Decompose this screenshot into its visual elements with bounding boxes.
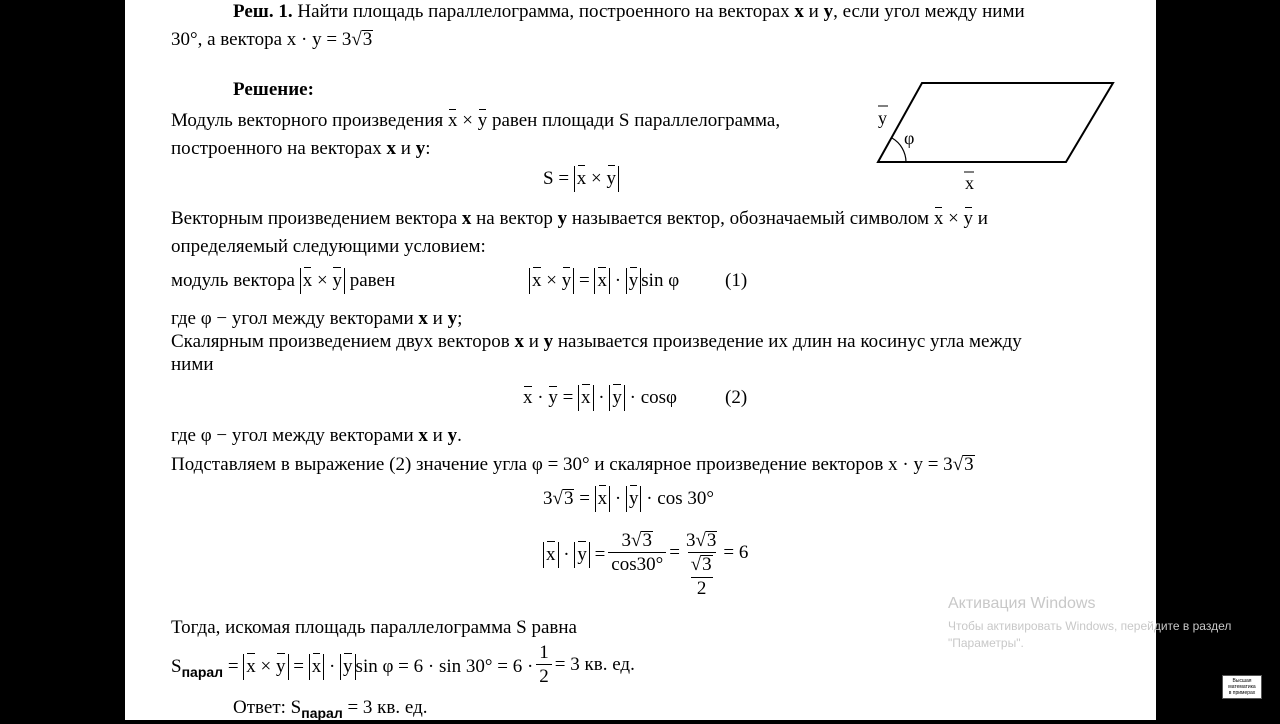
abs-cross bbox=[243, 654, 288, 680]
para2-text2: на вектор bbox=[471, 208, 558, 229]
answer-label: Ответ: bbox=[233, 697, 291, 718]
solution-heading: Решение: bbox=[233, 79, 314, 100]
windows-activation-line2: "Параметры". bbox=[948, 636, 1024, 650]
vec-y: y bbox=[629, 268, 639, 294]
cross-symbol: × bbox=[312, 270, 333, 291]
para1-line1 bbox=[171, 110, 780, 132]
para3-line2: ними bbox=[171, 354, 214, 375]
para2-text: Векторным произведением вектора bbox=[171, 208, 462, 229]
inner-denominator: 2 bbox=[696, 578, 707, 599]
equals: = bbox=[223, 656, 244, 677]
equation-number-1: (1) bbox=[725, 270, 748, 291]
cross-symbol: × bbox=[541, 270, 562, 291]
sqrt-value: 3 bbox=[706, 530, 717, 551]
para3-text2: называется произведение их длин на косинус угла между bbox=[553, 331, 1022, 352]
conj: и bbox=[396, 138, 416, 159]
vec-y: y bbox=[963, 208, 974, 229]
para2-line2: определяемый следующими условием: bbox=[171, 236, 486, 257]
then-line: Тогда, искомая площадь параллелограмма S равна bbox=[171, 617, 577, 638]
problem-line2-text: 30°, а вектора x · y = 3 bbox=[171, 29, 352, 50]
vec-y: y bbox=[562, 268, 572, 294]
problem-line-1 bbox=[233, 1, 1025, 23]
vec-y: y bbox=[607, 166, 617, 192]
conj: и bbox=[427, 425, 448, 446]
modulus-line bbox=[171, 268, 395, 294]
dot: · bbox=[593, 387, 610, 408]
vec-y: y bbox=[612, 385, 622, 411]
formula-S bbox=[543, 166, 619, 192]
half-numerator: 1 bbox=[539, 642, 549, 663]
para1-text: Модуль векторного произведения bbox=[171, 110, 448, 131]
equals: = bbox=[589, 544, 606, 565]
fraction-1 bbox=[608, 530, 666, 577]
vector-x: x bbox=[461, 208, 472, 229]
para1-line2-text: построенного на векторах bbox=[171, 138, 387, 159]
vector-x: x bbox=[514, 331, 524, 352]
modulus-label-end: равен bbox=[344, 270, 396, 291]
calc-left: 3 bbox=[543, 488, 553, 509]
abs-x bbox=[309, 654, 325, 680]
vector-y: y bbox=[447, 425, 458, 446]
conj: и bbox=[427, 308, 448, 329]
vec-y: y bbox=[577, 542, 587, 568]
sqrt-value: 3 bbox=[702, 554, 712, 575]
vector-y: y bbox=[557, 208, 568, 229]
colon: : bbox=[425, 138, 431, 159]
formula-S-left: S = bbox=[543, 168, 574, 189]
equation-number-2: (2) bbox=[725, 387, 748, 408]
sqrt-value: 3 bbox=[964, 454, 974, 475]
logo-line3: в примерах bbox=[1228, 690, 1256, 696]
vec-x: x bbox=[597, 268, 607, 294]
dot: · bbox=[558, 544, 575, 565]
problem-line-2: 30°, а вектора x · y = 3√3 bbox=[171, 29, 373, 50]
calc-line-2 bbox=[543, 530, 748, 600]
coef: 3 bbox=[621, 530, 632, 551]
parallelogram-diagram bbox=[870, 76, 1120, 196]
label-y: y bbox=[878, 108, 887, 128]
vec-y: y bbox=[629, 486, 639, 512]
vec-x: x bbox=[303, 268, 313, 294]
vec-y: y bbox=[548, 387, 558, 408]
vec-x: x bbox=[312, 654, 322, 680]
cross-symbol: × bbox=[943, 208, 964, 229]
equals: = bbox=[574, 488, 595, 509]
equals: = bbox=[669, 542, 680, 563]
windows-activation-line1: Чтобы активировать Windows, перейдите в раздел bbox=[948, 619, 1232, 633]
formula-1 bbox=[529, 268, 679, 294]
label-x: x bbox=[965, 173, 974, 193]
equals: = bbox=[574, 270, 595, 291]
sin-phi: sin φ bbox=[641, 270, 680, 291]
vec-x: x bbox=[246, 654, 256, 680]
vec-x: x bbox=[598, 486, 608, 512]
abs-x bbox=[578, 385, 594, 411]
equals: = bbox=[288, 656, 309, 677]
final-formula-left bbox=[171, 654, 533, 683]
para2-line1 bbox=[171, 208, 988, 230]
vec-y: y bbox=[343, 654, 353, 680]
equals: = bbox=[557, 387, 579, 408]
cross-symbol: × bbox=[255, 656, 276, 677]
para2-text3: называется вектор, обозначаемый символом bbox=[567, 208, 934, 229]
final-calc: sin φ = 6 · sin 30° = 6 · bbox=[355, 656, 534, 677]
modulus-label: модуль вектора bbox=[171, 270, 300, 291]
fraction-2 bbox=[683, 530, 720, 600]
vec-x: x bbox=[523, 387, 533, 408]
where-text: где φ − угол между векторами bbox=[171, 425, 419, 446]
half-denominator: 2 bbox=[536, 664, 552, 689]
fraction-1-denominator: cos30° bbox=[608, 552, 666, 577]
fraction-2-denominator bbox=[688, 552, 716, 600]
abs-x bbox=[595, 486, 611, 512]
sqrt-value: 3 bbox=[642, 530, 652, 551]
vec-y: y bbox=[477, 110, 488, 131]
vec-x: x bbox=[532, 268, 542, 294]
vec-x: x bbox=[581, 385, 591, 411]
calc2-left bbox=[543, 542, 605, 568]
vec-x: x bbox=[447, 110, 458, 131]
vec-y: y bbox=[276, 654, 286, 680]
vector-y: y bbox=[543, 331, 554, 352]
abs-y bbox=[574, 542, 590, 568]
parallelogram bbox=[878, 83, 1113, 162]
problem-text: Найти площадь параллелограмма, построенного на векторах bbox=[292, 1, 795, 22]
channel-logo bbox=[1222, 675, 1262, 699]
dot: · bbox=[532, 387, 549, 408]
vector-x: x bbox=[794, 1, 804, 22]
formula-2 bbox=[523, 385, 677, 411]
para1-line2 bbox=[171, 138, 431, 160]
dot: · bbox=[609, 270, 626, 291]
conj: и bbox=[803, 1, 824, 22]
vec-y: y bbox=[332, 268, 342, 294]
fraction-2-numerator: 3√3 bbox=[685, 530, 717, 551]
para1-text2: равен площади S параллелограмма, bbox=[487, 110, 781, 131]
problem-text-end: , если угол между ними bbox=[833, 1, 1025, 22]
punct: ; bbox=[457, 308, 463, 329]
abs-x bbox=[594, 268, 610, 294]
fraction-half bbox=[536, 642, 552, 689]
cos-phi: · cosφ bbox=[624, 387, 677, 408]
calc-line-1: 3√3 = x · y · cos 30° bbox=[543, 486, 714, 512]
conj: и bbox=[523, 331, 544, 352]
windows-activation-text bbox=[948, 618, 1231, 652]
area-symbol: S bbox=[171, 656, 182, 677]
vec-x: x bbox=[546, 542, 556, 568]
para3-line1 bbox=[171, 331, 1022, 353]
sqrt-value: 3 bbox=[563, 488, 574, 509]
where-line-1 bbox=[171, 308, 462, 330]
sqrt-value: 3 bbox=[362, 29, 373, 50]
coef: 3 bbox=[685, 530, 696, 551]
vector-x: x bbox=[418, 425, 428, 446]
where-text: где φ − угол между векторами bbox=[171, 308, 419, 329]
substitute-text: Подставляем в выражение (2) значение угла φ = 30° и скалярное произведение векторов x · y = 3 bbox=[171, 454, 953, 475]
vector-y: y bbox=[447, 308, 458, 329]
final-result: = 3 кв. ед. bbox=[554, 654, 635, 675]
punct: . bbox=[457, 425, 462, 446]
area-subscript: парал bbox=[301, 705, 343, 721]
abs-y bbox=[340, 654, 356, 680]
abs-cross bbox=[529, 268, 574, 294]
inner-numerator: √3 bbox=[691, 553, 713, 578]
substitute-line: Подставляем в выражение (2) значение угла φ = 30° и скалярное произведение векторов x · y = 3√3 bbox=[171, 454, 974, 475]
cross-symbol: × bbox=[586, 168, 607, 189]
vec-x: x bbox=[933, 208, 944, 229]
abs-y bbox=[609, 385, 625, 411]
cos-30: · cos 30° bbox=[641, 488, 714, 509]
dot: · bbox=[610, 488, 626, 509]
dot: · bbox=[324, 656, 341, 677]
abs-cross bbox=[300, 268, 345, 294]
area-symbol: S bbox=[290, 697, 302, 718]
calc-result: = 6 bbox=[723, 542, 749, 563]
abs-cross bbox=[574, 166, 619, 192]
windows-activation-title: Активация Windows bbox=[948, 595, 1096, 612]
vector-y: y bbox=[415, 138, 426, 159]
fraction-1-numerator: 3√3 bbox=[621, 530, 652, 551]
problem-label: Реш. 1. bbox=[233, 1, 293, 22]
final-formula bbox=[171, 642, 635, 689]
vector-y: y bbox=[823, 1, 834, 22]
para2-text4: и bbox=[973, 208, 988, 229]
cross-symbol: × bbox=[457, 110, 478, 131]
abs-x bbox=[543, 542, 559, 568]
vec-x: x bbox=[577, 166, 587, 192]
where-line-2 bbox=[171, 425, 462, 447]
abs-y bbox=[626, 268, 642, 294]
answer-value: = 3 кв. ед. bbox=[342, 697, 428, 718]
logo-line1: Высшая bbox=[1232, 678, 1252, 684]
logo-line2: математика bbox=[1228, 684, 1256, 690]
vector-x: x bbox=[386, 138, 397, 159]
area-subscript: парал bbox=[181, 664, 224, 680]
label-phi: φ bbox=[904, 128, 915, 148]
para3-text: Скалярным произведением двух векторов bbox=[171, 331, 515, 352]
vector-x: x bbox=[418, 308, 428, 329]
abs-y bbox=[626, 486, 642, 512]
